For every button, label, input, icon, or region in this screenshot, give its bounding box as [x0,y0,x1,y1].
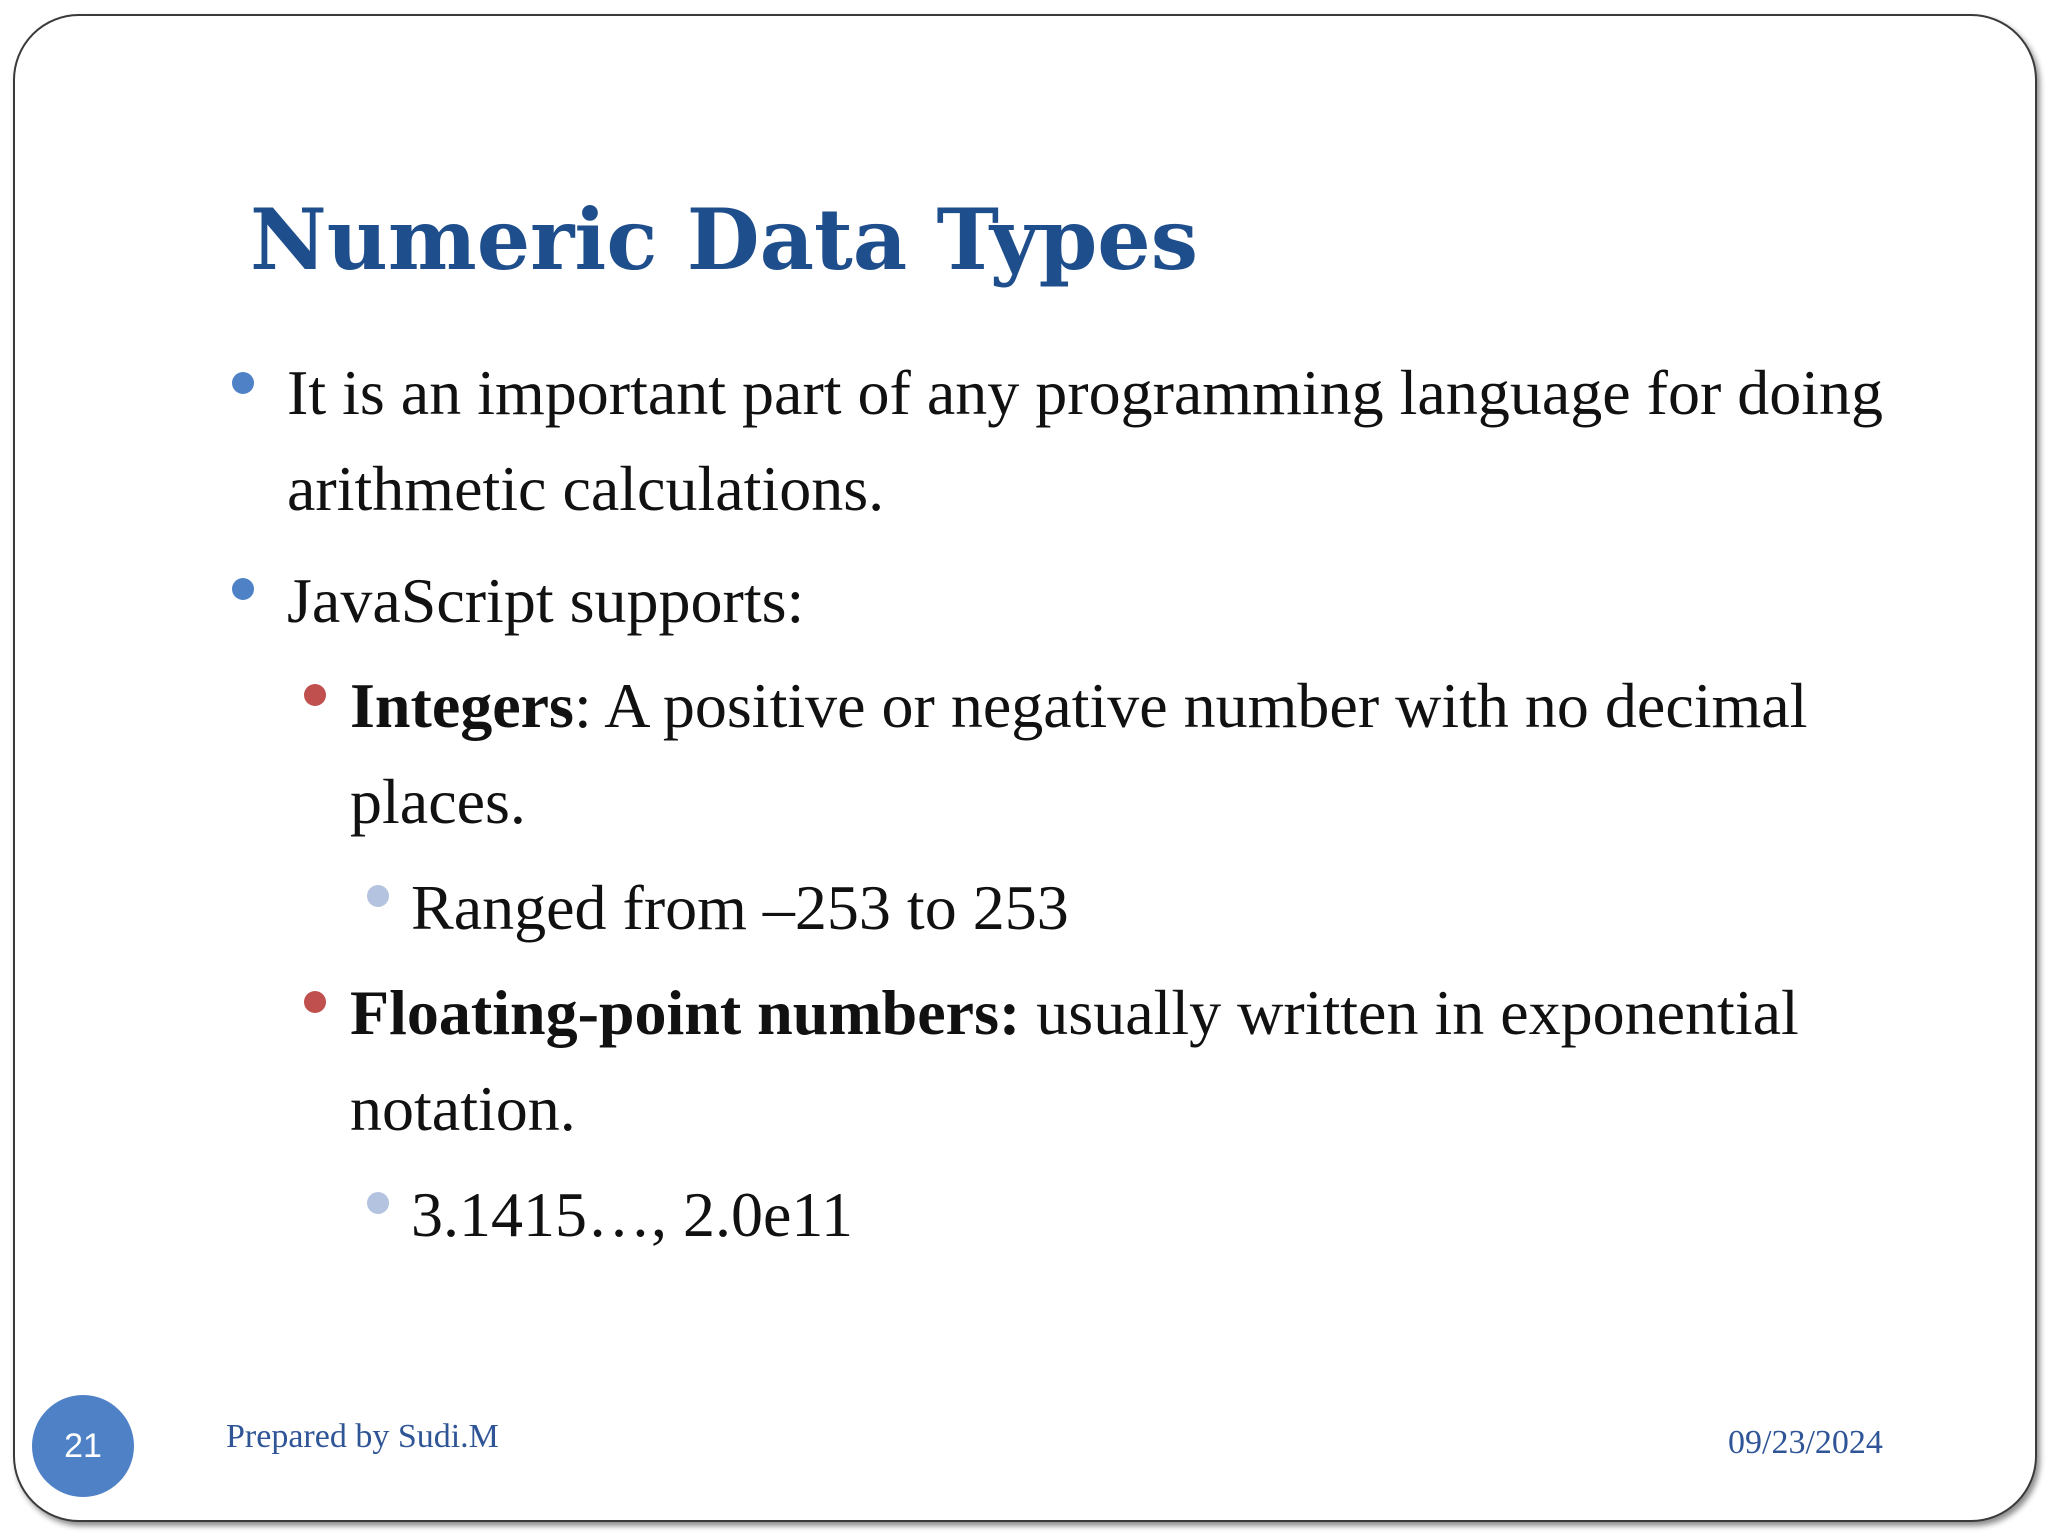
bullet-text-1: It is an important part of any programming language for doing arithmetic calculations. [287,357,1884,524]
bullet-dot-level2 [304,991,326,1013]
slide-title: Numeric Data Types [250,190,1199,289]
bullet-text-integer-range: Ranged from –253 to 253 [411,872,1069,943]
bullet-dot-level1 [232,578,254,600]
definition-floating-point: usually written in exponential notation. [350,977,1799,1144]
bullet-text-2: JavaScript supports: [287,565,805,636]
bullet-text-floating [350,965,1870,1157]
bullet-dot-level3 [367,1192,389,1214]
footer-author: Prepared by Sudi.M [226,1418,499,1455]
bullet-dot-level2 [304,684,326,706]
term-floating-point: Floating-point numbers: [350,977,1021,1048]
bullet-dot-level1 [232,372,254,394]
definition-integers: : A positive or negative number with no decimal places. [350,670,1808,837]
slide-number-badge: 21 [32,1395,134,1497]
bullet-text-float-examples: 3.1415…, 2.0e11 [411,1179,854,1250]
bullet-dot-level3 [367,885,389,907]
term-integers: Integers [350,670,574,741]
bullet-text-integers [350,658,1870,850]
footer-date: 09/23/2024 [1728,1424,1883,1461]
